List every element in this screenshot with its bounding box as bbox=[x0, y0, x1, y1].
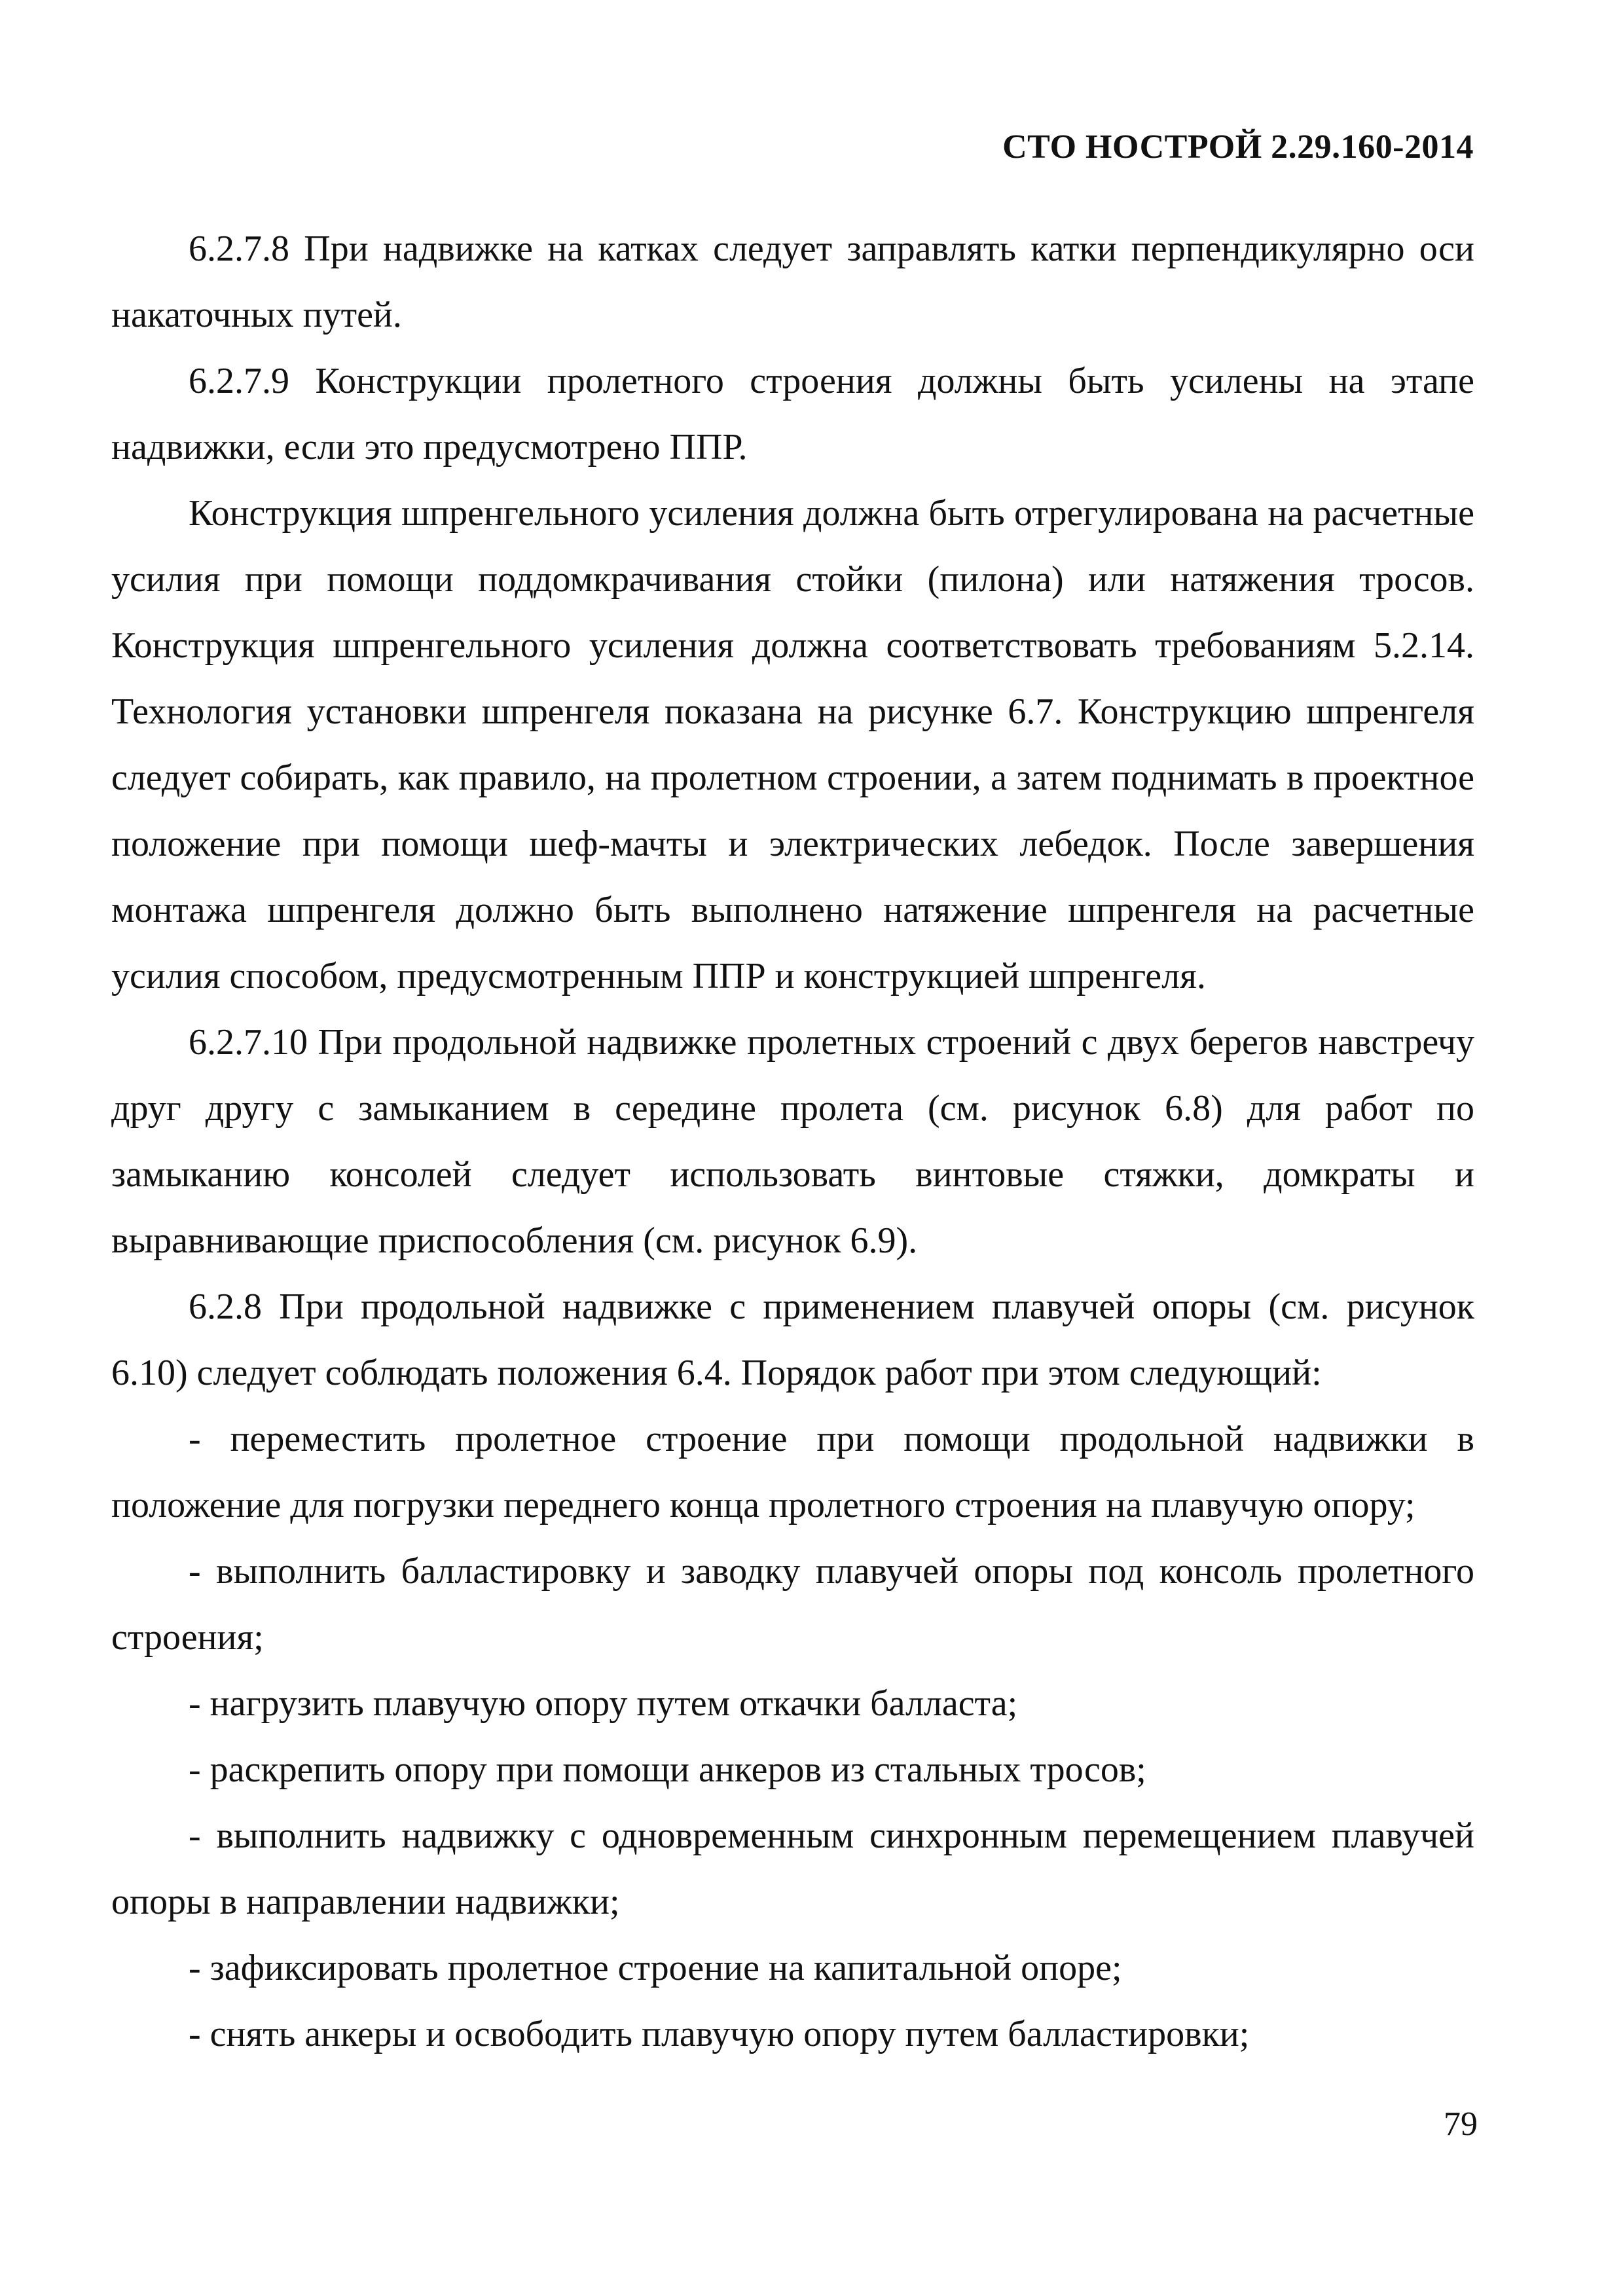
document-code-header: СТО НОСТРОЙ 2.29.160-2014 bbox=[1002, 128, 1474, 166]
page-number: 79 bbox=[1444, 2105, 1478, 2143]
paragraph-sprengel-construction: Конструкция шпренгельного усиления должна быть отрегулирована на расчетные усилия при помощи поддомкрачивания стойки (пилона) или натяжения тросов. Конструкция шпренгельного усиления должна соответствовать требованиям 5.2.14. Технология установки шпренгеля показана на рисунке 6.7. Конструкцию шпренгеля следует собирать, как правило, на пролетном строении, а затем поднимать в проектное положение при помощи шеф-мачты и электрических лебедок. После завершения монтажа шпренгеля должно быть выполнено натяжение шпренгеля на расчетные усилия способом, предусмотренным ППР и конструкцией шпренгеля. bbox=[111, 493, 1474, 996]
list-item: - переместить пролетное строение при помощи продольной надвижки в положение для погрузки переднего конца пролетного строения на плавучую опору; bbox=[111, 1419, 1474, 1525]
paragraph-6-2-7-8: 6.2.7.8 При надвижке на катках следует заправлять катки перпендикулярно оси накаточных путей. bbox=[111, 228, 1474, 335]
list-item: - выполнить надвижку с одновременным синхронным перемещением плавучей опоры в направлении надвижки; bbox=[111, 1815, 1474, 1922]
paragraph-6-2-7-9: 6.2.7.9 Конструкции пролетного строения должны быть усилены на этапе надвижки, если это предусмотрено ППР. bbox=[111, 361, 1474, 467]
list-item: - снять анкеры и освободить плавучую опору путем балластировки; bbox=[189, 2014, 1250, 2054]
list-item: - выполнить балластировку и заводку плавучей опоры под консоль пролетного строения; bbox=[111, 1551, 1474, 1658]
paragraph-6-2-8: 6.2.8 При продольной надвижке с применением плавучей опоры (см. рисунок 6.10) следует соблюдать положения 6.4. Порядок работ при этом следующий: bbox=[111, 1286, 1474, 1393]
list-item: - раскрепить опору при помощи анкеров из стальных тросов; bbox=[189, 1749, 1146, 1790]
document-body bbox=[111, 216, 1474, 2068]
paragraph-6-2-7-10: 6.2.7.10 При продольной надвижке пролетных строений с двух берегов навстречу друг другу с замыканием в середине пролета (см. рисунок 6.8) для работ по замыканию консолей следует использовать винтовые стяжки, домкраты и выравнивающие приспособления (см. рисунок 6.9). bbox=[111, 1022, 1474, 1261]
list-item: - нагрузить плавучую опору путем откачки балласта; bbox=[189, 1683, 1018, 1724]
list-item: - зафиксировать пролетное строение на капитальной опоре; bbox=[189, 1948, 1122, 1988]
